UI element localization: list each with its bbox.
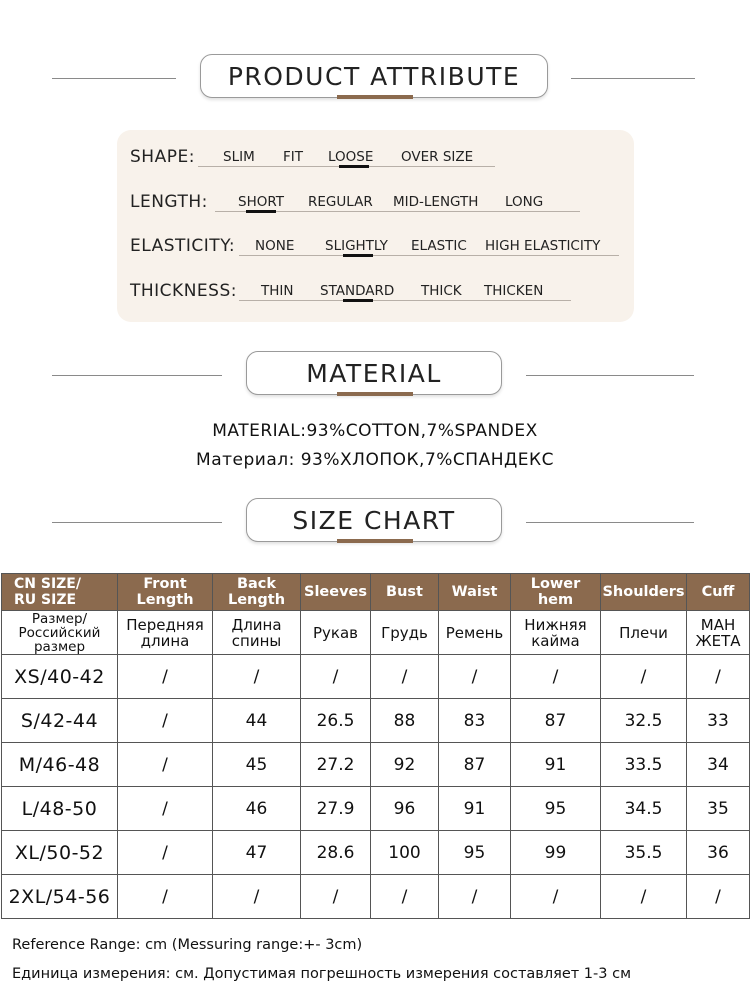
- attribute-label: SHAPE:: [130, 147, 195, 167]
- attribute-label: ELASTICITY:: [130, 236, 236, 256]
- table-cell: МАН ЖЕТА: [687, 611, 750, 655]
- table-header-row-ru: [2, 611, 750, 655]
- table-cell: Длина спины: [213, 611, 301, 655]
- attribute-row-length: [117, 188, 634, 218]
- table-cell: 27.2: [301, 743, 371, 787]
- divider-left: [52, 78, 176, 79]
- table-row: [2, 787, 750, 831]
- option-high-elasticity: HIGH ELASTICITY: [485, 238, 601, 254]
- reference-note-en: Reference Range: cm (Messuring range:+- 3cm): [12, 937, 363, 953]
- option-over-size: OVER SIZE: [401, 149, 474, 165]
- table-cell: Bust: [371, 574, 439, 611]
- table-cell: /: [371, 875, 439, 919]
- table-cell: /: [301, 875, 371, 919]
- table-cell: 27.9: [301, 787, 371, 831]
- title-underline: [337, 392, 413, 396]
- table-cell: 83: [439, 699, 511, 743]
- option-short: SHORT: [238, 194, 284, 210]
- divider-right: [571, 78, 695, 79]
- table-cell: Передняя длина: [118, 611, 213, 655]
- table-row: [2, 831, 750, 875]
- divider-right: [526, 522, 694, 523]
- table-cell: 96: [371, 787, 439, 831]
- table-cell: /: [118, 655, 213, 699]
- table-cell: 34.5: [601, 787, 687, 831]
- attribute-underline: [239, 300, 571, 301]
- selected-marker: [343, 254, 373, 257]
- option-loose: LOOSE: [328, 149, 374, 165]
- attribute-row-shape: [117, 143, 634, 173]
- table-cell: 91: [439, 787, 511, 831]
- table-cell: /: [687, 655, 750, 699]
- table-row: [2, 875, 750, 919]
- table-cell: 28.6: [301, 831, 371, 875]
- table-row: [2, 655, 750, 699]
- table-cell: 33: [687, 699, 750, 743]
- table-cell: 87: [511, 699, 601, 743]
- table-cell: Waist: [439, 574, 511, 611]
- table-cell: 88: [371, 699, 439, 743]
- table-cell: 44: [213, 699, 301, 743]
- title-underline: [337, 95, 413, 99]
- option-elastic: ELASTIC: [411, 238, 467, 254]
- table-cell: /: [213, 655, 301, 699]
- size-label-cell: 2XL/54-56: [2, 875, 118, 919]
- option-thick: THICK: [421, 283, 462, 299]
- option-mid-length: MID-LENGTH: [393, 194, 479, 210]
- material-header: [0, 351, 750, 401]
- table-cell: Back Length: [213, 574, 301, 611]
- table-cell: 32.5: [601, 699, 687, 743]
- table-cell: /: [118, 787, 213, 831]
- size-chart-header: [0, 498, 750, 548]
- option-thin: THIN: [261, 283, 294, 299]
- option-fit: FIT: [283, 149, 303, 165]
- table-cell: /: [687, 875, 750, 919]
- table-row: [2, 699, 750, 743]
- table-cell: Front Length: [118, 574, 213, 611]
- table-cell: 47: [213, 831, 301, 875]
- table-cell: Грудь: [371, 611, 439, 655]
- table-cell: Ремень: [439, 611, 511, 655]
- table-cell: /: [118, 831, 213, 875]
- table-cell: 36: [687, 831, 750, 875]
- option-long: LONG: [505, 194, 544, 210]
- table-cell: 92: [371, 743, 439, 787]
- table-cell: Плечи: [601, 611, 687, 655]
- table-cell: /: [601, 655, 687, 699]
- table-cell: /: [213, 875, 301, 919]
- table-cell: Lower hem: [511, 574, 601, 611]
- table-cell: 26.5: [301, 699, 371, 743]
- attribute-label: LENGTH:: [130, 192, 208, 212]
- size-table: [1, 573, 750, 919]
- size-label-cell: XL/50-52: [2, 831, 118, 875]
- table-cell: Sleeves: [301, 574, 371, 611]
- table-cell: 46: [213, 787, 301, 831]
- size-label-cell: CN SIZE/ RU SIZE: [2, 574, 118, 611]
- table-cell: 45: [213, 743, 301, 787]
- table-cell: /: [118, 743, 213, 787]
- material-russian: Материал: 93%ХЛОПОК,7%СПАНДЕКС: [196, 450, 554, 470]
- option-thicken: THICKEN: [484, 283, 544, 299]
- table-cell: /: [439, 655, 511, 699]
- attribute-row-thickness: [117, 277, 634, 307]
- attribute-underline: [239, 255, 619, 256]
- selected-marker: [343, 299, 373, 302]
- size-label-cell: Размер/ Российский размер: [2, 611, 118, 655]
- table-cell: Cuff: [687, 574, 750, 611]
- table-cell: 87: [439, 743, 511, 787]
- table-cell: Shoulders: [601, 574, 687, 611]
- size-label-cell: S/42-44: [2, 699, 118, 743]
- material-english: MATERIAL:93%COTTON,7%SPANDEX: [212, 421, 538, 441]
- table-cell: /: [301, 655, 371, 699]
- table-cell: /: [439, 875, 511, 919]
- table-row: [2, 743, 750, 787]
- table-cell: 35.5: [601, 831, 687, 875]
- product-attribute-title: PRODUCT ATTRIBUTE: [200, 54, 548, 98]
- table-cell: 99: [511, 831, 601, 875]
- table-header-row-en: [2, 574, 750, 611]
- product-attribute-header: [0, 54, 750, 104]
- material-title: MATERIAL: [246, 351, 502, 395]
- attribute-row-elasticity: [117, 232, 634, 262]
- divider-left: [52, 522, 222, 523]
- table-cell: Нижняя кайма: [511, 611, 601, 655]
- attribute-label: THICKNESS:: [130, 281, 237, 301]
- divider-left: [52, 375, 222, 376]
- option-slim: SLIM: [223, 149, 255, 165]
- selected-marker: [339, 165, 369, 168]
- option-none: NONE: [255, 238, 295, 254]
- table-cell: 35: [687, 787, 750, 831]
- size-label-cell: XS/40-42: [2, 655, 118, 699]
- option-slightly: SLIGHTLY: [325, 238, 388, 254]
- table-cell: /: [511, 875, 601, 919]
- title-underline: [337, 539, 413, 543]
- option-standard: STANDARD: [320, 283, 395, 299]
- reference-note-ru: Единица измерения: см. Допустимая погрешность измерения составляет 1-3 см: [12, 966, 632, 982]
- table-cell: /: [371, 655, 439, 699]
- size-label-cell: L/48-50: [2, 787, 118, 831]
- option-regular: REGULAR: [308, 194, 373, 210]
- table-cell: 100: [371, 831, 439, 875]
- table-cell: /: [511, 655, 601, 699]
- table-cell: /: [118, 699, 213, 743]
- table-cell: 34: [687, 743, 750, 787]
- size-chart-title: SIZE CHART: [246, 498, 502, 542]
- attribute-panel: [117, 130, 634, 322]
- table-cell: /: [118, 875, 213, 919]
- table-cell: 91: [511, 743, 601, 787]
- selected-marker: [246, 210, 276, 213]
- table-cell: 95: [439, 831, 511, 875]
- table-cell: 33.5: [601, 743, 687, 787]
- table-cell: Рукав: [301, 611, 371, 655]
- table-cell: /: [601, 875, 687, 919]
- divider-right: [526, 375, 694, 376]
- size-label-cell: M/46-48: [2, 743, 118, 787]
- table-cell: 95: [511, 787, 601, 831]
